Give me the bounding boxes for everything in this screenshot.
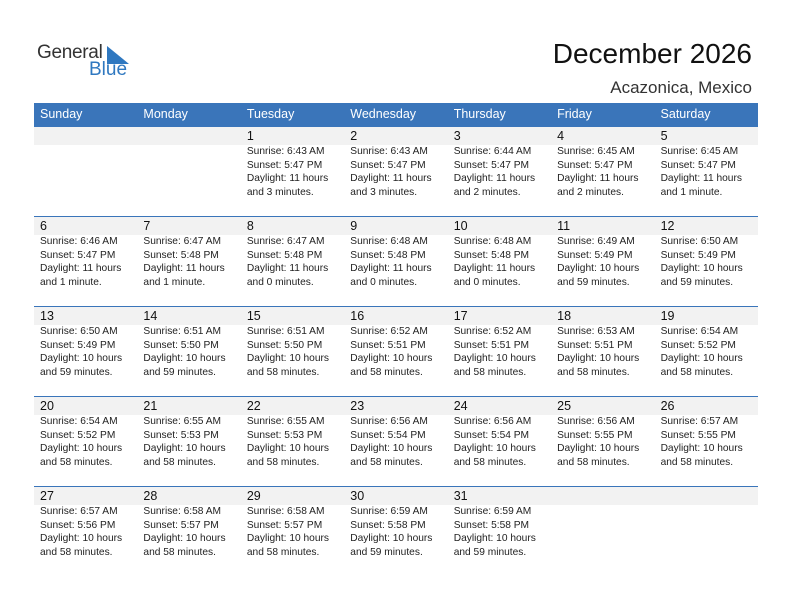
sunrise-text: Sunrise: 6:48 AM [350, 236, 428, 247]
sunrise-text: Sunrise: 6:56 AM [350, 416, 428, 427]
sunrise-text: Sunrise: 6:45 AM [557, 146, 635, 157]
sunrise-text: Sunrise: 6:44 AM [453, 146, 532, 157]
sunrise-text: Sunrise: 6:56 AM [453, 416, 532, 427]
daylight-text: Daylight: 10 hours [143, 443, 226, 454]
day-cell [344, 397, 447, 487]
daylight-minutes-text: and 1 minute. [40, 276, 102, 288]
sunrise-text: Sunrise: 6:56 AM [557, 416, 635, 427]
sunset-text: Sunset: 5:57 PM [143, 519, 219, 531]
daylight-text: Daylight: 10 hours [453, 353, 536, 364]
day-number: 9 [350, 219, 358, 233]
daylight-text: Daylight: 10 hours [143, 533, 226, 544]
sunrise-text: Sunrise: 6:59 AM [350, 506, 428, 517]
daylight-minutes-text: and 59 minutes. [350, 546, 423, 558]
day-number: 1 [246, 129, 254, 143]
day-number: 14 [143, 309, 158, 323]
sunset-text: Sunset: 5:51 PM [557, 339, 633, 351]
day-number: 10 [453, 219, 468, 233]
daylight-text: Daylight: 11 hours [40, 263, 122, 274]
day-cell [137, 397, 240, 487]
sunrise-text: Sunrise: 6:58 AM [246, 506, 325, 517]
daylight-minutes-text: and 2 minutes. [557, 186, 624, 198]
empty-day-cell [34, 127, 137, 217]
daylight-text: Daylight: 10 hours [246, 533, 329, 544]
daylight-minutes-text: and 58 minutes. [453, 366, 527, 378]
sunset-text: Sunset: 5:52 PM [40, 429, 116, 441]
weekday-thursday: Thursday [453, 107, 506, 121]
calendar-location: Acazonica, Mexico [610, 78, 752, 97]
logo-general-text: General [37, 42, 103, 63]
sunset-text: Sunset: 5:55 PM [557, 429, 633, 441]
daylight-minutes-text: and 58 minutes. [557, 456, 630, 468]
daylight-minutes-text: and 0 minutes. [350, 276, 418, 288]
daylight-minutes-text: and 58 minutes. [453, 456, 527, 468]
daylight-text: Daylight: 10 hours [40, 353, 123, 364]
daylight-minutes-text: and 59 minutes. [453, 546, 527, 558]
day-number: 19 [660, 309, 675, 323]
sunset-text: Sunset: 5:47 PM [350, 159, 426, 171]
day-cell [34, 487, 137, 577]
daylight-text: Daylight: 11 hours [246, 263, 329, 274]
sunrise-text: Sunrise: 6:47 AM [246, 236, 325, 247]
day-number: 26 [660, 399, 675, 413]
day-number: 30 [350, 489, 365, 503]
daylight-minutes-text: and 1 minute. [143, 276, 206, 288]
day-cell [655, 307, 758, 397]
sunrise-text: Sunrise: 6:45 AM [660, 146, 739, 157]
day-cell [241, 217, 344, 307]
day-number: 22 [246, 399, 261, 413]
daylight-minutes-text: and 3 minutes. [350, 186, 418, 198]
sunset-text: Sunset: 5:49 PM [660, 249, 736, 261]
sunset-text: Sunset: 5:47 PM [246, 159, 323, 171]
daylight-text: Daylight: 10 hours [350, 353, 433, 364]
sunrise-text: Sunrise: 6:55 AM [143, 416, 222, 427]
empty-day-cell [551, 487, 654, 577]
day-number: 6 [40, 219, 47, 233]
day-number: 7 [143, 219, 151, 233]
sunset-text: Sunset: 5:56 PM [40, 519, 116, 531]
sunrise-text: Sunrise: 6:55 AM [246, 416, 325, 427]
day-number: 16 [350, 309, 365, 323]
sunset-text: Sunset: 5:58 PM [453, 519, 530, 531]
daylight-minutes-text: and 58 minutes. [350, 456, 423, 468]
day-cell [34, 307, 137, 397]
day-number: 27 [40, 489, 54, 503]
week-row [34, 306, 758, 397]
daylight-minutes-text: and 3 minutes. [246, 186, 314, 198]
sunset-text: Sunset: 5:52 PM [660, 339, 736, 351]
daylight-text: Daylight: 10 hours [660, 263, 743, 274]
day-cell [655, 217, 758, 307]
daylight-minutes-text: and 58 minutes. [660, 366, 734, 378]
daylight-text: Daylight: 10 hours [40, 443, 123, 454]
daylight-text: Daylight: 10 hours [350, 443, 433, 454]
day-number: 29 [246, 489, 261, 503]
day-number: 4 [557, 129, 565, 143]
daylight-minutes-text: and 1 minute. [660, 186, 723, 198]
sunset-text: Sunset: 5:48 PM [453, 249, 530, 261]
day-cell [241, 487, 344, 577]
sunset-text: Sunset: 5:48 PM [350, 249, 426, 261]
sunrise-text: Sunrise: 6:46 AM [40, 236, 118, 247]
sunset-text: Sunset: 5:47 PM [40, 249, 116, 261]
day-number: 17 [453, 309, 468, 323]
weekday-header [34, 103, 758, 126]
daylight-text: Daylight: 11 hours [246, 173, 329, 184]
day-number: 28 [143, 489, 158, 503]
daylight-text: Daylight: 11 hours [557, 173, 639, 184]
day-number: 18 [557, 309, 572, 323]
sunset-text: Sunset: 5:49 PM [557, 249, 633, 261]
daylight-minutes-text: and 58 minutes. [40, 456, 113, 468]
sunset-text: Sunset: 5:51 PM [453, 339, 530, 351]
day-cell [34, 397, 137, 487]
day-cell [137, 307, 240, 397]
day-number: 21 [143, 399, 158, 413]
sunrise-text: Sunrise: 6:51 AM [246, 326, 325, 337]
day-number: 20 [40, 399, 54, 413]
daylight-minutes-text: and 59 minutes. [143, 366, 216, 378]
day-number: 13 [40, 309, 54, 323]
daylight-minutes-text: and 0 minutes. [246, 276, 314, 288]
sunset-text: Sunset: 5:47 PM [557, 159, 633, 171]
daylight-text: Daylight: 10 hours [557, 443, 640, 454]
day-number: 31 [453, 489, 468, 503]
sunset-text: Sunset: 5:48 PM [246, 249, 323, 261]
daylight-text: Daylight: 11 hours [350, 173, 432, 184]
day-number: 23 [350, 399, 365, 413]
sunrise-text: Sunrise: 6:51 AM [143, 326, 222, 337]
sunrise-text: Sunrise: 6:57 AM [40, 506, 118, 517]
daylight-minutes-text: and 59 minutes. [40, 366, 113, 378]
weekday-monday: Monday [143, 107, 188, 121]
sunrise-text: Sunrise: 6:48 AM [453, 236, 532, 247]
day-cell [655, 127, 758, 217]
sunrise-text: Sunrise: 6:47 AM [143, 236, 222, 247]
sunrise-text: Sunrise: 6:52 AM [350, 326, 428, 337]
day-cell [241, 307, 344, 397]
day-cell [344, 487, 447, 577]
day-number: 15 [246, 309, 261, 323]
daylight-minutes-text: and 58 minutes. [246, 546, 320, 558]
empty-day-cell [137, 127, 240, 217]
sunrise-text: Sunrise: 6:53 AM [557, 326, 635, 337]
day-number: 25 [557, 399, 572, 413]
daylight-minutes-text: and 58 minutes. [246, 456, 320, 468]
day-cell [344, 127, 447, 217]
day-number: 8 [246, 219, 254, 233]
day-number: 11 [557, 219, 571, 233]
daylight-text: Daylight: 10 hours [453, 443, 536, 454]
day-cell [551, 307, 654, 397]
sunset-text: Sunset: 5:55 PM [660, 429, 736, 441]
week-row [34, 126, 758, 217]
daylight-minutes-text: and 2 minutes. [453, 186, 521, 198]
sunrise-text: Sunrise: 6:50 AM [660, 236, 739, 247]
daylight-minutes-text: and 58 minutes. [557, 366, 630, 378]
sunset-text: Sunset: 5:53 PM [246, 429, 323, 441]
day-cell [448, 397, 551, 487]
daylight-minutes-text: and 58 minutes. [246, 366, 320, 378]
weekday-sunday: Sunday [40, 107, 83, 121]
daylight-text: Daylight: 11 hours [350, 263, 432, 274]
week-row [34, 396, 758, 487]
sunrise-text: Sunrise: 6:57 AM [660, 416, 739, 427]
sunrise-text: Sunrise: 6:43 AM [350, 146, 428, 157]
sunset-text: Sunset: 5:58 PM [350, 519, 426, 531]
daylight-text: Daylight: 11 hours [453, 263, 536, 274]
daylight-minutes-text: and 58 minutes. [350, 366, 423, 378]
day-number: 2 [350, 129, 358, 143]
daylight-text: Daylight: 10 hours [660, 353, 743, 364]
weekday-friday: Friday [557, 107, 592, 121]
daylight-text: Daylight: 10 hours [143, 353, 226, 364]
day-cell [241, 397, 344, 487]
daylight-text: Daylight: 11 hours [660, 173, 742, 184]
sunset-text: Sunset: 5:54 PM [453, 429, 530, 441]
sunrise-text: Sunrise: 6:54 AM [40, 416, 118, 427]
day-number: 24 [453, 399, 468, 413]
day-cell [448, 217, 551, 307]
sunset-text: Sunset: 5:47 PM [453, 159, 530, 171]
sunset-text: Sunset: 5:54 PM [350, 429, 426, 441]
day-cell [551, 127, 654, 217]
day-number: 5 [660, 129, 668, 143]
day-cell [137, 487, 240, 577]
day-cell [448, 307, 551, 397]
sunset-text: Sunset: 5:50 PM [246, 339, 323, 351]
day-cell [655, 397, 758, 487]
daylight-text: Daylight: 10 hours [246, 353, 329, 364]
sunrise-text: Sunrise: 6:54 AM [660, 326, 739, 337]
day-cell [448, 127, 551, 217]
daylight-minutes-text: and 0 minutes. [453, 276, 521, 288]
sunrise-text: Sunrise: 6:52 AM [453, 326, 532, 337]
daylight-text: Daylight: 10 hours [453, 533, 536, 544]
sunrise-text: Sunrise: 6:49 AM [557, 236, 635, 247]
calendar-title: December 2026 [552, 38, 752, 69]
sunrise-text: Sunrise: 6:43 AM [246, 146, 325, 157]
daylight-text: Daylight: 11 hours [143, 263, 225, 274]
day-cell [344, 307, 447, 397]
logo-blue-text: Blue [89, 59, 128, 80]
day-cell [448, 487, 551, 577]
day-cell [137, 217, 240, 307]
daylight-minutes-text: and 58 minutes. [660, 456, 734, 468]
day-cell [551, 397, 654, 487]
empty-day-cell [655, 487, 758, 577]
weekday-wednesday: Wednesday [350, 107, 417, 121]
week-row [34, 216, 758, 307]
day-cell [34, 217, 137, 307]
sunset-text: Sunset: 5:48 PM [143, 249, 219, 261]
daylight-minutes-text: and 58 minutes. [40, 546, 113, 558]
daylight-minutes-text: and 59 minutes. [660, 276, 734, 288]
day-cell [241, 127, 344, 217]
daylight-text: Daylight: 10 hours [557, 353, 640, 364]
daylight-minutes-text: and 58 minutes. [143, 456, 216, 468]
sunset-text: Sunset: 5:50 PM [143, 339, 219, 351]
sunset-text: Sunset: 5:57 PM [246, 519, 323, 531]
day-number: 12 [660, 219, 675, 233]
sunset-text: Sunset: 5:51 PM [350, 339, 426, 351]
weekday-tuesday: Tuesday [246, 107, 295, 121]
logo [37, 42, 137, 82]
day-cell [344, 217, 447, 307]
sunrise-text: Sunrise: 6:59 AM [453, 506, 532, 517]
sunrise-text: Sunrise: 6:58 AM [143, 506, 222, 517]
weekday-saturday: Saturday [660, 107, 711, 121]
sunset-text: Sunset: 5:49 PM [40, 339, 116, 351]
daylight-text: Daylight: 11 hours [453, 173, 536, 184]
sunset-text: Sunset: 5:53 PM [143, 429, 219, 441]
sunset-text: Sunset: 5:47 PM [660, 159, 736, 171]
daylight-text: Daylight: 10 hours [557, 263, 640, 274]
day-number: 3 [453, 129, 461, 143]
daylight-text: Daylight: 10 hours [350, 533, 433, 544]
daylight-text: Daylight: 10 hours [40, 533, 123, 544]
day-cell [551, 217, 654, 307]
week-row [34, 486, 758, 577]
daylight-minutes-text: and 59 minutes. [557, 276, 630, 288]
daylight-text: Daylight: 10 hours [246, 443, 329, 454]
sunrise-text: Sunrise: 6:50 AM [40, 326, 118, 337]
daylight-minutes-text: and 58 minutes. [143, 546, 216, 558]
daylight-text: Daylight: 10 hours [660, 443, 743, 454]
